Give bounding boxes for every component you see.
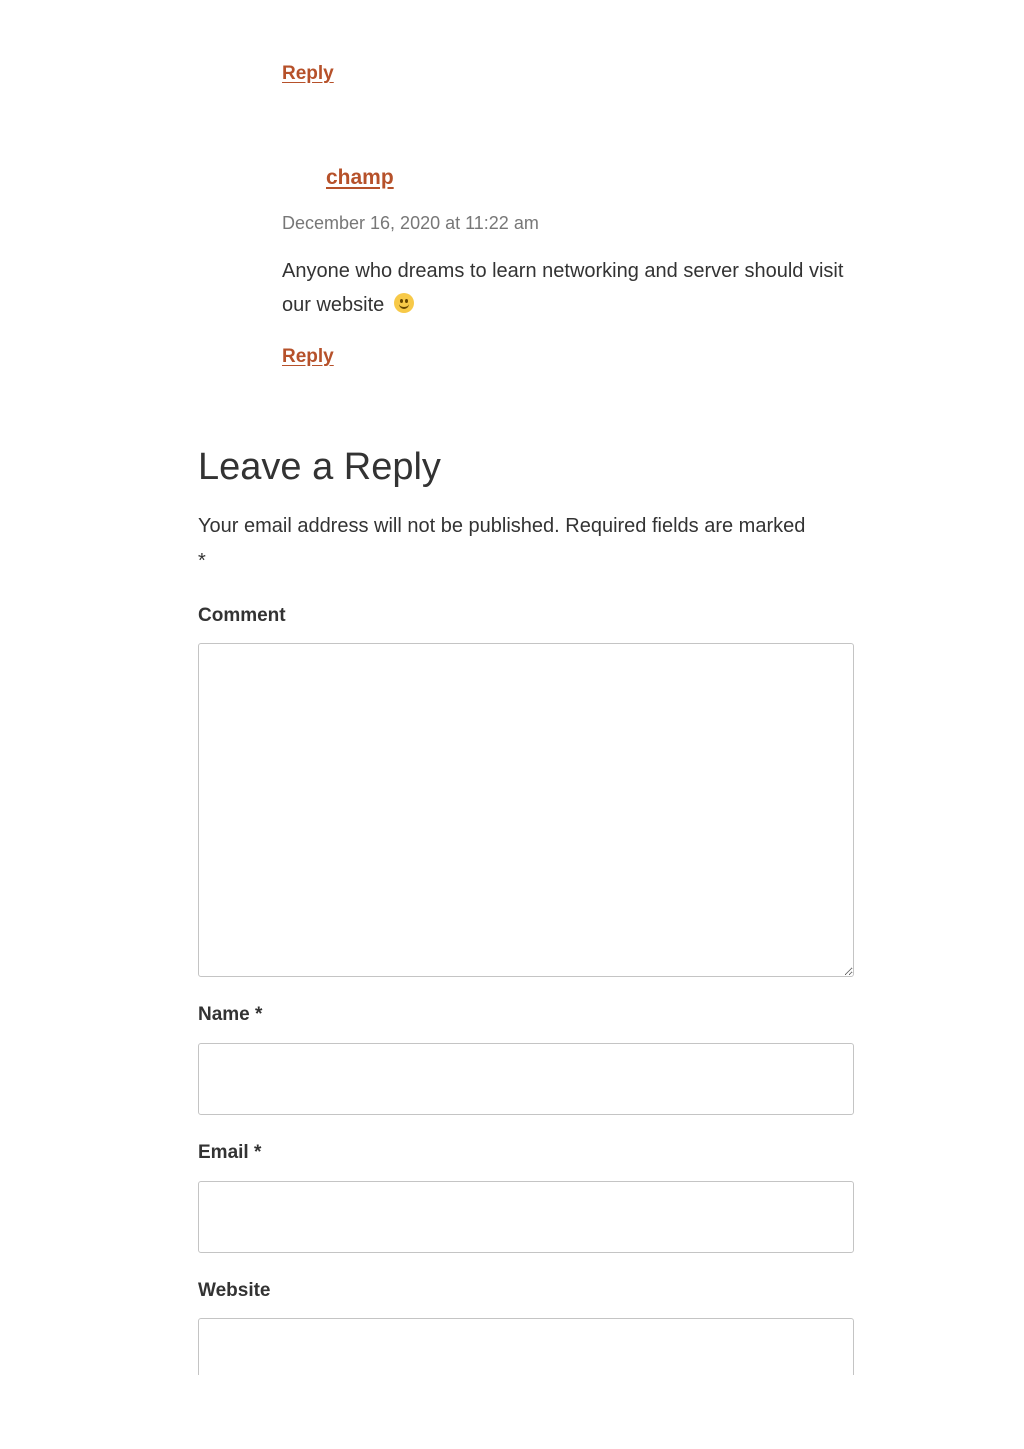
comment-notes: Your email address will not be published. Required fields are marked * [198,515,806,572]
smiley-icon [394,293,414,313]
comment-textarea[interactable] [198,643,854,977]
website-label: Website [198,1280,271,1301]
comment-label: Comment [198,605,286,626]
website-input[interactable] [198,1318,854,1375]
reply-link-previous-comment[interactable]: Reply [282,63,334,84]
email-input[interactable] [198,1181,854,1253]
name-label: Name * [198,1004,263,1025]
reply-link-champ-comment[interactable]: Reply [282,346,334,367]
comment-date: December 16, 2020 at 11:22 am [282,213,539,233]
comment-author-link[interactable]: champ [326,166,394,189]
name-input[interactable] [198,1043,854,1115]
leave-reply-title: Leave a Reply [198,446,441,488]
email-label: Email * [198,1142,262,1163]
comment-text: Anyone who dreams to learn networking and server should visit our website [282,260,844,316]
comment-body [282,254,862,322]
